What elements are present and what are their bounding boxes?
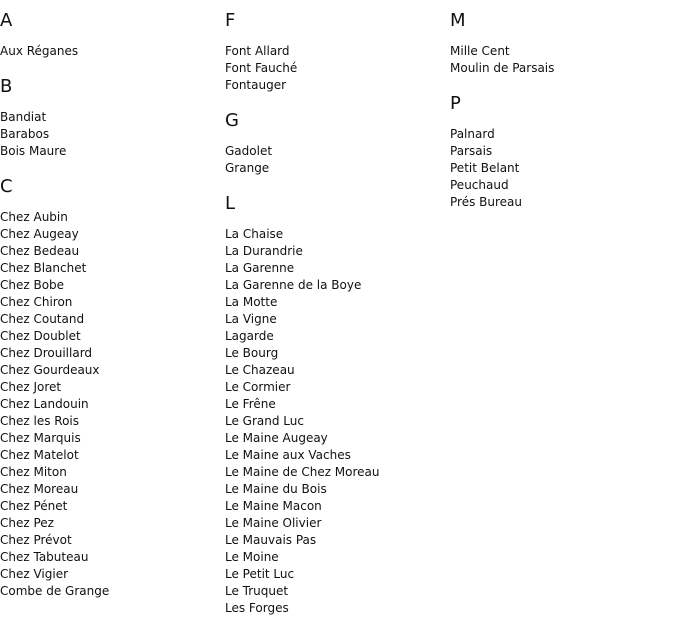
place-name-entry[interactable]: Le Moine	[225, 550, 279, 564]
place-name-entry[interactable]: Chez Matelot	[0, 448, 79, 462]
index-column-3	[450, 8, 672, 225]
place-name-entry[interactable]: Le Maine Augeay	[225, 431, 328, 445]
place-name-entry[interactable]: Chez Pez	[0, 516, 54, 530]
place-name-entry[interactable]: Palnard	[450, 127, 495, 141]
place-name-entry[interactable]: Chez Chiron	[0, 295, 73, 309]
letter-group	[0, 74, 222, 160]
place-name-entry[interactable]: Chez Pénet	[0, 499, 68, 513]
letter-group	[0, 8, 222, 60]
letter-group	[450, 8, 672, 77]
place-name-entry[interactable]: La Garenne	[225, 261, 295, 275]
place-name-entry[interactable]: Bois Maure	[0, 144, 67, 158]
letter-group	[450, 91, 672, 211]
place-name-entry[interactable]: La Vigne	[225, 312, 277, 326]
place-name-entry[interactable]: Gadolet	[225, 144, 273, 158]
place-name-entry[interactable]: Le Maine de Chez Moreau	[225, 465, 380, 479]
place-name-entry[interactable]: Aux Réganes	[0, 44, 79, 58]
place-name-entry[interactable]: Chez Landouin	[0, 397, 89, 411]
place-name-entry[interactable]: Combe de Grange	[0, 584, 110, 598]
place-name-entry[interactable]: Chez Prévot	[0, 533, 72, 547]
letter-heading: G	[225, 110, 239, 131]
letter-heading: A	[0, 10, 13, 31]
place-name-entry[interactable]: Le Cormier	[225, 380, 291, 394]
place-name-entry[interactable]: Lagarde	[225, 329, 274, 343]
place-name-entry[interactable]: Parsais	[450, 144, 493, 158]
place-name-entry[interactable]: Chez Gourdeaux	[0, 363, 100, 377]
place-name-entry[interactable]: Chez Miton	[0, 465, 67, 479]
place-name-entry[interactable]: Fontauger	[225, 78, 287, 92]
place-name-entry[interactable]: Chez Moreau	[0, 482, 79, 496]
letter-heading: P	[450, 93, 461, 114]
place-name-entry[interactable]: Le Maine aux Vaches	[225, 448, 351, 462]
index-column-1	[0, 8, 222, 614]
place-name-entry[interactable]: Le Mauvais Pas	[225, 533, 317, 547]
place-name-entry[interactable]: Le Maine du Bois	[225, 482, 327, 496]
place-name-entry[interactable]: Bandiat	[0, 110, 47, 124]
place-name-entry[interactable]: Chez les Rois	[0, 414, 79, 428]
letter-group	[225, 8, 447, 94]
place-name-entry[interactable]: Chez Bobe	[0, 278, 65, 292]
place-name-entry[interactable]: Chez Drouillard	[0, 346, 93, 360]
place-name-entry[interactable]: Le Maine Olivier	[225, 516, 322, 530]
place-name-entry[interactable]: La Durandrie	[225, 244, 303, 258]
place-name-entry[interactable]: Chez Augeay	[0, 227, 79, 241]
place-name-entry[interactable]: Le Grand Luc	[225, 414, 304, 428]
place-name-entry[interactable]: Le Maine Macon	[225, 499, 322, 513]
place-name-entry[interactable]: La Garenne de la Boye	[225, 278, 362, 292]
place-name-entry[interactable]: Chez Coutand	[0, 312, 85, 326]
place-name-entry[interactable]: Font Fauché	[225, 61, 298, 75]
place-name-entry[interactable]: Petit Belant	[450, 161, 520, 175]
place-name-entry[interactable]: La Motte	[225, 295, 278, 309]
letter-heading: F	[225, 10, 236, 31]
letter-heading: L	[225, 193, 236, 214]
place-name-entry[interactable]: Moulin de Parsais	[450, 61, 555, 75]
place-name-entry[interactable]: Le Chazeau	[225, 363, 295, 377]
place-name-entry[interactable]: Chez Vigier	[0, 567, 69, 581]
place-name-entry[interactable]: Chez Bedeau	[0, 244, 80, 258]
letter-group	[0, 174, 222, 600]
place-name-entry[interactable]: Les Forges	[225, 601, 289, 615]
letter-group	[225, 191, 447, 617]
place-name-entry[interactable]: Grange	[225, 161, 270, 175]
place-name-entry[interactable]: Chez Doublet	[0, 329, 81, 343]
place-name-entry[interactable]: Chez Marquis	[0, 431, 81, 445]
place-name-entry[interactable]: La Chaise	[225, 227, 284, 241]
place-name-entry[interactable]: Le Bourg	[225, 346, 279, 360]
letter-heading: B	[0, 76, 13, 97]
place-name-entry[interactable]: Peuchaud	[450, 178, 509, 192]
place-name-entry[interactable]: Le Truquet	[225, 584, 289, 598]
place-name-entry[interactable]: Font Allard	[225, 44, 290, 58]
letter-heading: C	[0, 176, 13, 197]
letter-group	[225, 108, 447, 177]
place-name-entry[interactable]: Prés Bureau	[450, 195, 522, 209]
place-name-entry[interactable]: Le Frêne	[225, 397, 276, 411]
place-name-entry[interactable]: Chez Tabuteau	[0, 550, 89, 564]
place-name-entry[interactable]: Le Petit Luc	[225, 567, 295, 581]
index-column-2	[225, 8, 447, 631]
letter-heading: M	[450, 10, 466, 31]
place-name-entry[interactable]: Chez Joret	[0, 380, 62, 394]
place-name-entry[interactable]: Chez Aubin	[0, 210, 68, 224]
place-name-entry[interactable]: Chez Blanchet	[0, 261, 87, 275]
place-name-entry[interactable]: Mille Cent	[450, 44, 510, 58]
place-name-entry[interactable]: Barabos	[0, 127, 50, 141]
